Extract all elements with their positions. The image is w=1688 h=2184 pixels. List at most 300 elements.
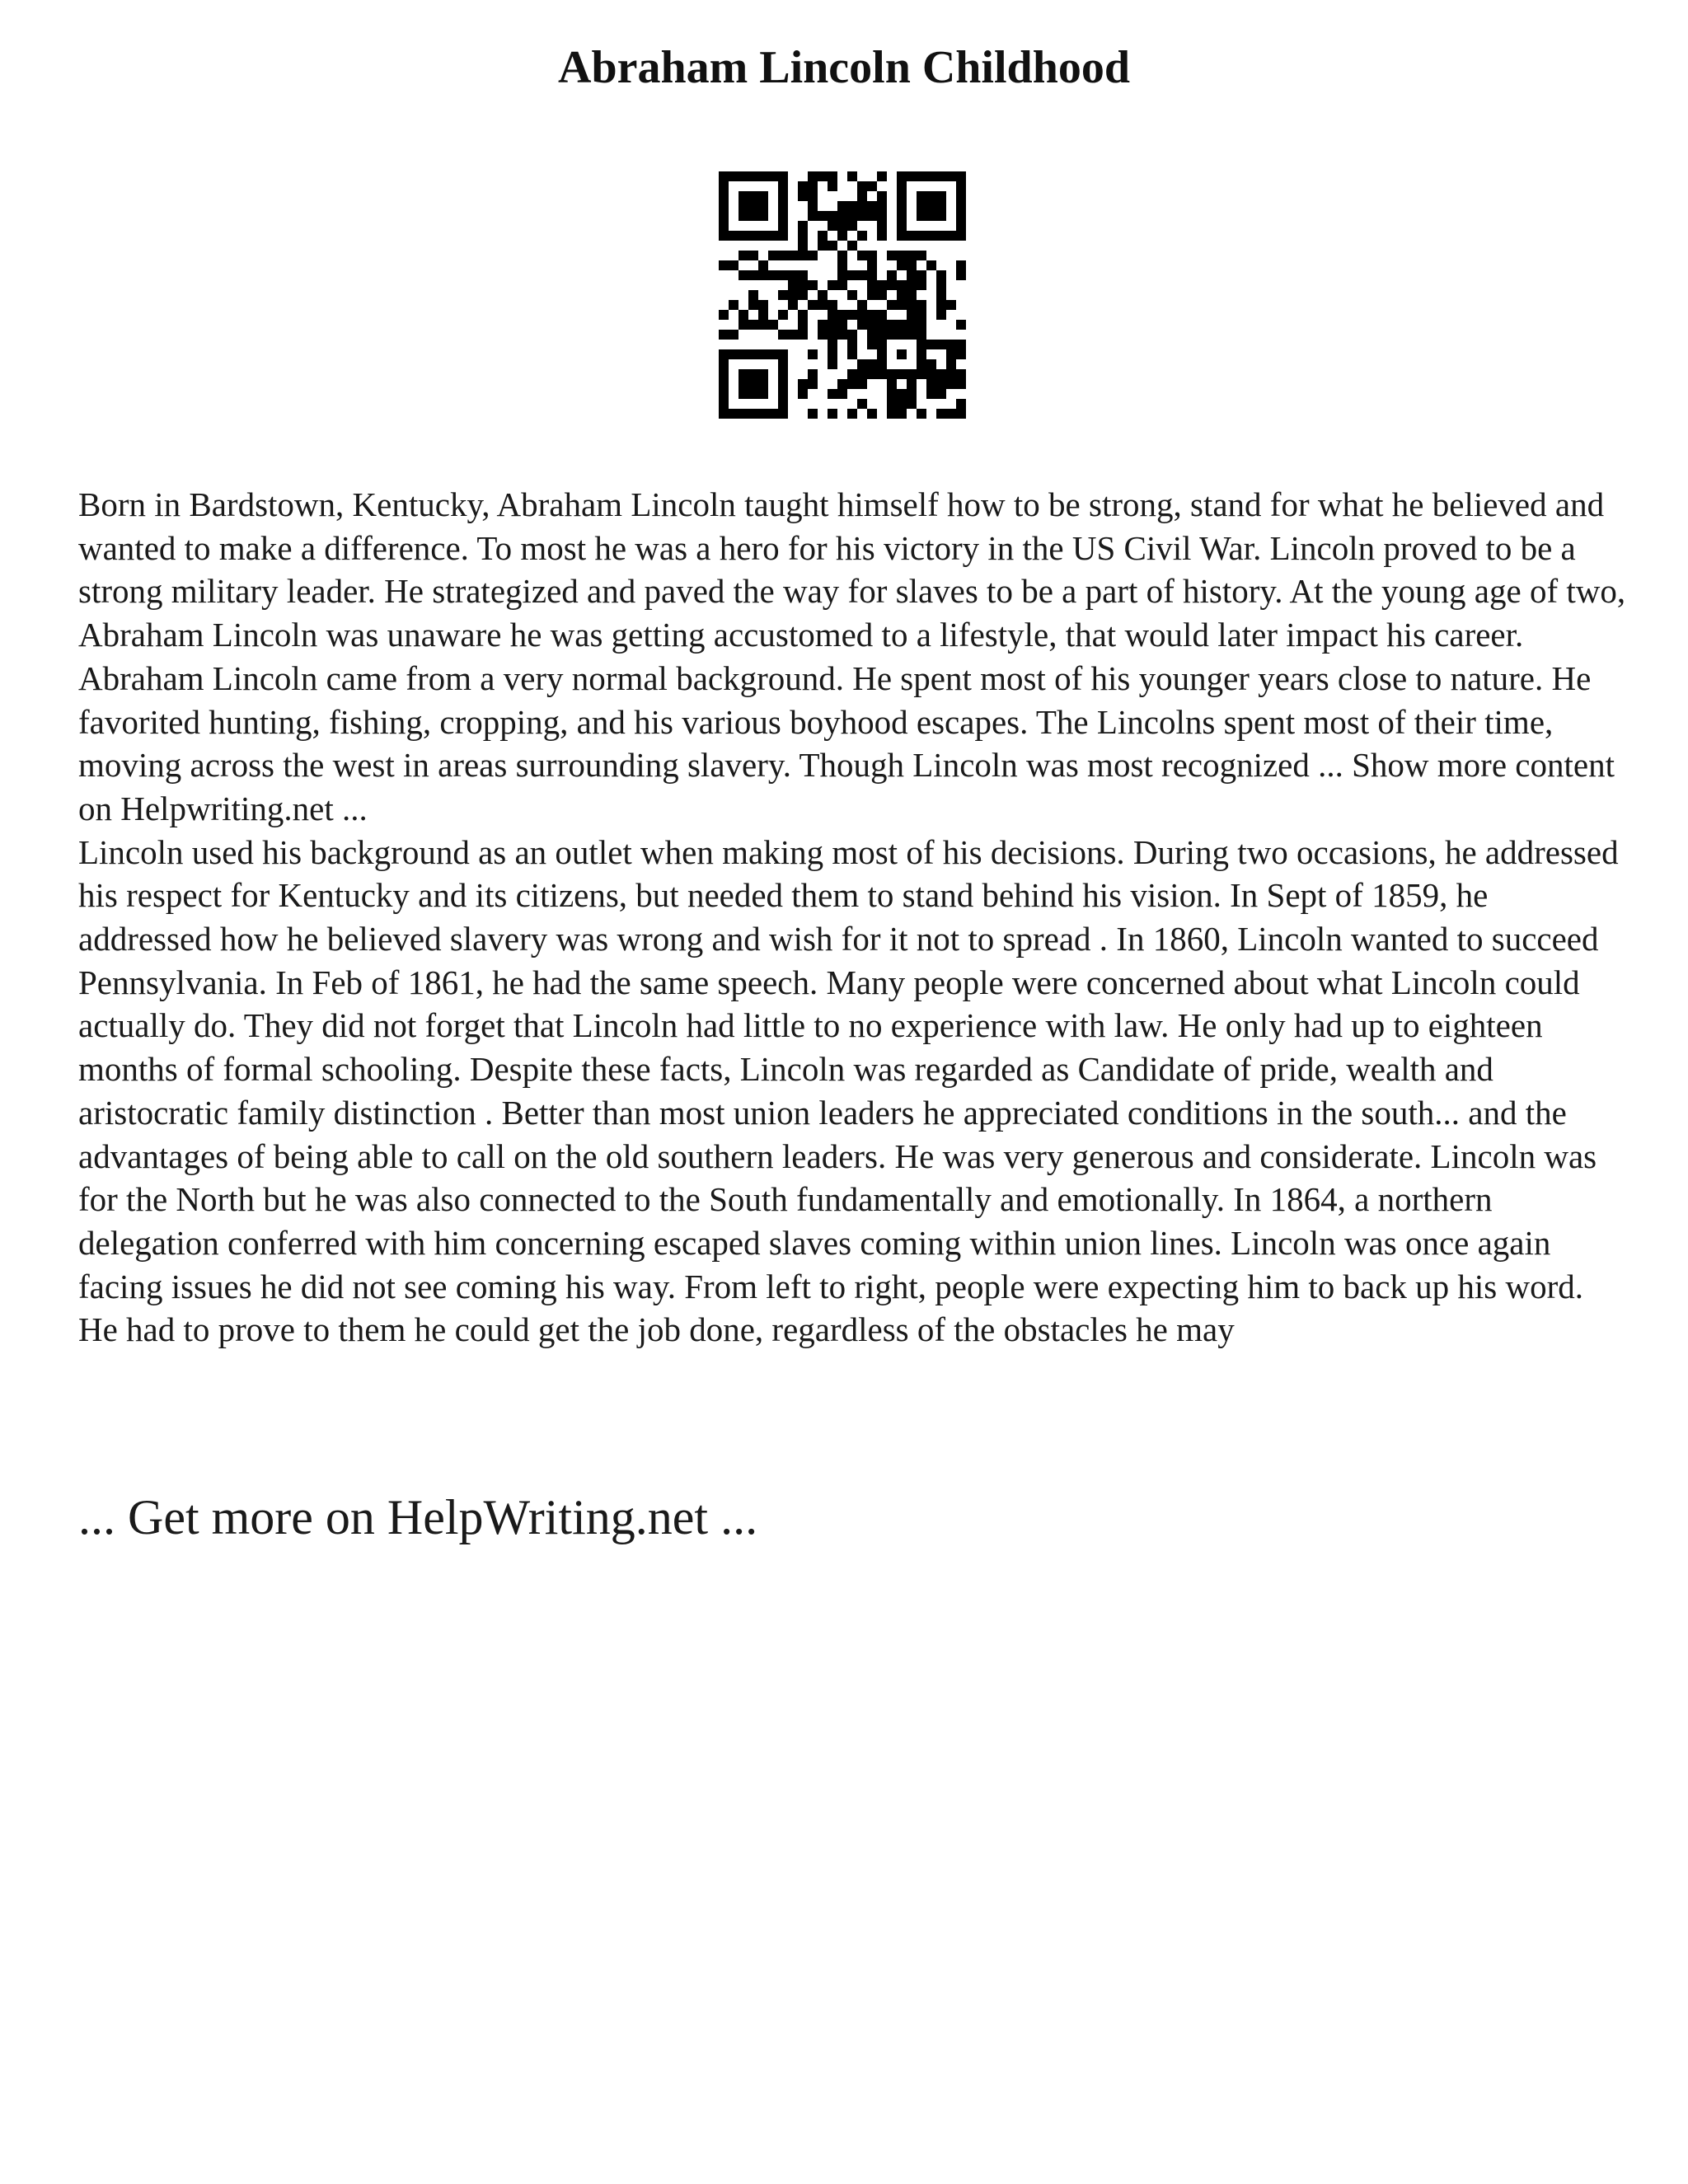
qr-module <box>936 379 946 389</box>
qr-module <box>778 231 788 241</box>
qr-module <box>857 300 867 310</box>
get-more-link[interactable]: ... Get more on HelpWriting.net ... <box>78 1490 758 1544</box>
qr-module <box>758 379 768 389</box>
qr-module <box>778 270 788 280</box>
qr-module <box>798 231 808 241</box>
qr-module <box>738 369 748 379</box>
qr-module <box>877 201 887 211</box>
qr-module <box>729 349 738 359</box>
qr-module <box>936 340 946 349</box>
qr-module <box>847 369 857 379</box>
qr-module <box>847 379 857 389</box>
qr-module <box>936 231 946 241</box>
article-body <box>78 483 1628 1352</box>
qr-module <box>946 379 956 389</box>
qr-module <box>946 369 956 379</box>
qr-module <box>818 241 828 251</box>
qr-module <box>897 201 907 211</box>
qr-module <box>877 231 887 241</box>
qr-module <box>907 251 917 260</box>
qr-module <box>748 231 758 241</box>
qr-module <box>936 310 946 320</box>
qr-module <box>729 409 738 419</box>
qr-module <box>738 251 748 260</box>
qr-module <box>926 260 936 270</box>
qr-module <box>818 211 828 221</box>
qr-module <box>926 369 936 379</box>
qr-code-icon[interactable] <box>719 171 966 419</box>
qr-module <box>778 310 788 320</box>
qr-module <box>867 409 877 419</box>
qr-module <box>887 251 897 260</box>
qr-module <box>887 399 897 409</box>
qr-module <box>917 409 926 419</box>
qr-module <box>778 290 788 300</box>
qr-module <box>926 389 936 399</box>
qr-module <box>857 201 867 211</box>
qr-module <box>798 330 808 340</box>
qr-module <box>907 379 917 389</box>
qr-module <box>758 231 768 241</box>
qr-module <box>778 221 788 231</box>
qr-module <box>828 389 837 399</box>
qr-module <box>768 409 778 419</box>
qr-module <box>738 211 748 221</box>
qr-module <box>887 320 897 330</box>
qr-module <box>808 251 818 260</box>
qr-module <box>887 389 897 399</box>
qr-module <box>719 221 729 231</box>
qr-module <box>847 201 857 211</box>
qr-module <box>818 300 828 310</box>
qr-module <box>956 181 966 191</box>
qr-module <box>748 369 758 379</box>
qr-module <box>956 349 966 359</box>
qr-module <box>877 320 887 330</box>
qr-module <box>719 399 729 409</box>
qr-module <box>857 399 867 409</box>
qr-module <box>837 201 847 211</box>
qr-module <box>956 320 966 330</box>
qr-module <box>847 211 857 221</box>
qr-module <box>897 181 907 191</box>
qr-module <box>748 290 758 300</box>
qr-module <box>719 379 729 389</box>
qr-module <box>768 231 778 241</box>
qr-module <box>897 320 907 330</box>
qr-module <box>798 320 808 330</box>
qr-module <box>956 191 966 201</box>
qr-module <box>907 260 917 270</box>
qr-module <box>897 231 907 241</box>
qr-module <box>907 280 917 290</box>
qr-module <box>907 389 917 399</box>
qr-module <box>847 349 857 359</box>
qr-module <box>917 270 926 280</box>
qr-module <box>867 181 877 191</box>
qr-module <box>837 389 847 399</box>
qr-module <box>758 211 768 221</box>
qr-module <box>857 270 867 280</box>
qr-module <box>946 409 956 419</box>
qr-module <box>857 251 867 260</box>
qr-module <box>956 260 966 270</box>
qr-module <box>887 270 897 280</box>
qr-module <box>758 260 768 270</box>
qr-module <box>867 290 877 300</box>
qr-module <box>818 290 828 300</box>
qr-module <box>828 181 837 191</box>
qr-module <box>788 270 798 280</box>
qr-module <box>926 340 936 349</box>
qr-module <box>877 290 887 300</box>
qr-module <box>936 409 946 419</box>
qr-module <box>818 231 828 241</box>
qr-module <box>808 300 818 310</box>
qr-module <box>867 330 877 340</box>
qr-module <box>877 310 887 320</box>
qr-module <box>936 369 946 379</box>
qr-module <box>867 201 877 211</box>
qr-module <box>936 171 946 181</box>
qr-module <box>857 191 867 201</box>
qr-module <box>946 359 956 369</box>
qr-module <box>907 300 917 310</box>
qr-module <box>748 300 758 310</box>
qr-module <box>877 280 887 290</box>
qr-module <box>867 251 877 260</box>
qr-module <box>778 251 788 260</box>
qr-module <box>907 290 917 300</box>
qr-module <box>788 290 798 300</box>
qr-module <box>788 300 798 310</box>
qr-module <box>828 241 837 251</box>
qr-module <box>897 260 907 270</box>
qr-module <box>936 201 946 211</box>
qr-module <box>867 260 877 270</box>
qr-module <box>729 330 738 340</box>
qr-module <box>748 320 758 330</box>
qr-module <box>956 409 966 419</box>
qr-module <box>729 171 738 181</box>
qr-module <box>936 211 946 221</box>
qr-module <box>917 330 926 340</box>
qr-module <box>926 201 936 211</box>
qr-module <box>956 211 966 221</box>
qr-module <box>808 171 818 181</box>
qr-module <box>808 349 818 359</box>
qr-module <box>719 369 729 379</box>
qr-module <box>738 191 748 201</box>
qr-module <box>798 379 808 389</box>
qr-module <box>798 191 808 201</box>
qr-module <box>808 379 818 389</box>
qr-module <box>956 379 966 389</box>
qr-module <box>837 260 847 270</box>
qr-module <box>887 379 897 389</box>
qr-module <box>877 211 887 221</box>
qr-module <box>778 330 788 340</box>
qr-module <box>877 191 887 201</box>
qr-module <box>907 320 917 330</box>
qr-module <box>798 241 808 251</box>
qr-module <box>719 349 729 359</box>
qr-module <box>828 280 837 290</box>
qr-module <box>897 280 907 290</box>
qr-module <box>887 409 897 419</box>
qr-module <box>808 369 818 379</box>
qr-module <box>778 399 788 409</box>
qr-module <box>828 320 837 330</box>
qr-module <box>926 231 936 241</box>
qr-module <box>758 389 768 399</box>
qr-module <box>719 409 729 419</box>
qr-module <box>758 191 768 201</box>
qr-module <box>897 369 907 379</box>
qr-module <box>956 369 966 379</box>
qr-module <box>719 231 729 241</box>
qr-module <box>758 201 768 211</box>
qr-module <box>748 349 758 359</box>
qr-module <box>738 201 748 211</box>
qr-module <box>788 280 798 290</box>
qr-module <box>719 171 729 181</box>
qr-module <box>748 379 758 389</box>
qr-module <box>936 290 946 300</box>
qr-module <box>738 349 748 359</box>
qr-module <box>917 300 926 310</box>
qr-module <box>758 300 768 310</box>
qr-module <box>798 290 808 300</box>
qr-module <box>719 211 729 221</box>
qr-module <box>828 349 837 359</box>
qr-module <box>798 280 808 290</box>
qr-module <box>738 409 748 419</box>
qr-module <box>877 369 887 379</box>
qr-module <box>837 221 847 231</box>
qr-module <box>857 211 867 221</box>
qr-module <box>778 389 788 399</box>
qr-module <box>857 181 867 191</box>
qr-module <box>828 310 837 320</box>
qr-module <box>847 310 857 320</box>
qr-module <box>946 231 956 241</box>
qr-module <box>828 359 837 369</box>
qr-module <box>936 280 946 290</box>
qr-module <box>818 171 828 181</box>
qr-module <box>877 340 887 349</box>
qr-module <box>946 340 956 349</box>
qr-module <box>917 171 926 181</box>
qr-module <box>897 171 907 181</box>
qr-module <box>738 389 748 399</box>
qr-module <box>837 270 847 280</box>
qr-module <box>837 211 847 221</box>
qr-module <box>907 171 917 181</box>
qr-module <box>917 310 926 320</box>
qr-module <box>897 300 907 310</box>
qr-module <box>926 191 936 201</box>
qr-module <box>907 310 917 320</box>
qr-module <box>818 330 828 340</box>
qr-module <box>719 359 729 369</box>
qr-module <box>936 300 946 310</box>
qr-module <box>956 201 966 211</box>
qr-module <box>729 300 738 310</box>
qr-module <box>917 320 926 330</box>
qr-module <box>828 409 837 419</box>
qr-module <box>808 201 818 211</box>
qr-module <box>808 280 818 290</box>
qr-module <box>837 280 847 290</box>
qr-module <box>719 191 729 201</box>
qr-module <box>719 330 729 340</box>
qr-module <box>907 369 917 379</box>
qr-module <box>778 181 788 191</box>
qr-module <box>887 369 897 379</box>
qr-module <box>956 171 966 181</box>
qr-module <box>847 409 857 419</box>
qr-code-graphic <box>719 171 966 419</box>
qr-module <box>897 349 907 359</box>
qr-module <box>887 330 897 340</box>
qr-module <box>887 300 897 310</box>
qr-module <box>828 211 837 221</box>
qr-module <box>956 270 966 280</box>
qr-module <box>897 251 907 260</box>
qr-module <box>847 171 857 181</box>
page-title: Abraham Lincoln Childhood <box>558 42 1130 93</box>
qr-module <box>828 221 837 231</box>
qr-module <box>798 270 808 280</box>
qr-module <box>798 181 808 191</box>
qr-module <box>808 211 818 221</box>
qr-module <box>877 330 887 340</box>
qr-module <box>897 389 907 399</box>
qr-module <box>887 280 897 290</box>
qr-module <box>917 211 926 221</box>
qr-module <box>847 290 857 300</box>
qr-module <box>917 280 926 290</box>
qr-module <box>738 270 748 280</box>
qr-module <box>857 369 867 379</box>
qr-module <box>719 310 729 320</box>
qr-module <box>828 300 837 310</box>
qr-module <box>926 379 936 389</box>
qr-module <box>758 369 768 379</box>
qr-module <box>719 181 729 191</box>
qr-module <box>956 231 966 241</box>
qr-module <box>907 231 917 241</box>
qr-module <box>897 399 907 409</box>
qr-module <box>907 399 917 409</box>
qr-module <box>867 310 877 320</box>
qr-module <box>926 171 936 181</box>
qr-module <box>956 340 966 349</box>
qr-module <box>748 409 758 419</box>
qr-module <box>729 231 738 241</box>
qr-module <box>778 171 788 181</box>
qr-module <box>926 211 936 221</box>
qr-module <box>936 191 946 201</box>
qr-module <box>917 349 926 359</box>
qr-module <box>778 349 788 359</box>
qr-module <box>897 191 907 201</box>
qr-module <box>837 379 847 389</box>
qr-module <box>936 389 946 399</box>
qr-module <box>857 310 867 320</box>
qr-module <box>808 181 818 191</box>
qr-module <box>897 409 907 419</box>
qr-module <box>758 310 768 320</box>
qr-module <box>857 379 867 389</box>
qr-module <box>748 171 758 181</box>
article-paragraph-1: Born in Bardstown, Kentucky, Abraham Lincoln taught himself how to be strong, stand for what he believed and wanted to make a difference. To most he was a hero for his victory in the US Civil War. Lincoln proved to be a strong military leader. He strategized and paved the way for slaves to be a part of history. At the young age of two, Abraham Lincoln was unaware he was getting accustomed to a lifestyle, that would later impact his career. Abraham Lincoln came from a very normal background. He spent most of his younger years close to nature. He favorited hunting, fishing, cropping, and his various boyhood escapes. The Lincolns spent most of their time, moving across the west in areas surrounding slavery. Though Lincoln was most recognized ... Show more content on Helpwriting.net ... <box>78 485 1626 827</box>
qr-module <box>788 251 798 260</box>
qr-module <box>897 221 907 231</box>
qr-module <box>917 369 926 379</box>
qr-module <box>897 290 907 300</box>
qr-module <box>748 211 758 221</box>
qr-module <box>877 221 887 231</box>
qr-module <box>917 201 926 211</box>
qr-module <box>768 320 778 330</box>
qr-module <box>828 171 837 181</box>
qr-module <box>748 201 758 211</box>
qr-module <box>946 300 956 310</box>
qr-module <box>768 349 778 359</box>
qr-module <box>877 359 887 369</box>
qr-module <box>917 251 926 260</box>
qr-module <box>788 330 798 340</box>
qr-module <box>837 320 847 330</box>
qr-module <box>867 340 877 349</box>
qr-module <box>946 349 956 359</box>
qr-module <box>748 270 758 280</box>
qr-module <box>818 320 828 330</box>
qr-module <box>798 310 808 320</box>
qr-module <box>956 221 966 231</box>
qr-module <box>847 330 857 340</box>
qr-module <box>719 389 729 399</box>
qr-module <box>798 389 808 399</box>
qr-module <box>936 270 946 280</box>
qr-module <box>847 270 857 280</box>
qr-module <box>926 359 936 369</box>
qr-module <box>946 171 956 181</box>
qr-module <box>738 320 748 330</box>
qr-module <box>748 191 758 201</box>
qr-module <box>758 409 768 419</box>
qr-module <box>808 191 818 201</box>
qr-module <box>897 330 907 340</box>
qr-module <box>837 251 847 260</box>
qr-module <box>956 399 966 409</box>
qr-module <box>758 171 768 181</box>
qr-module <box>798 251 808 260</box>
qr-module <box>837 310 847 320</box>
qr-module <box>778 379 788 389</box>
qr-module <box>867 369 877 379</box>
qr-module <box>778 369 788 379</box>
qr-module <box>738 379 748 389</box>
qr-module <box>877 171 887 181</box>
qr-module <box>828 330 837 340</box>
qr-module <box>907 330 917 340</box>
qr-module <box>738 231 748 241</box>
qr-module <box>748 251 758 260</box>
qr-module <box>907 270 917 280</box>
